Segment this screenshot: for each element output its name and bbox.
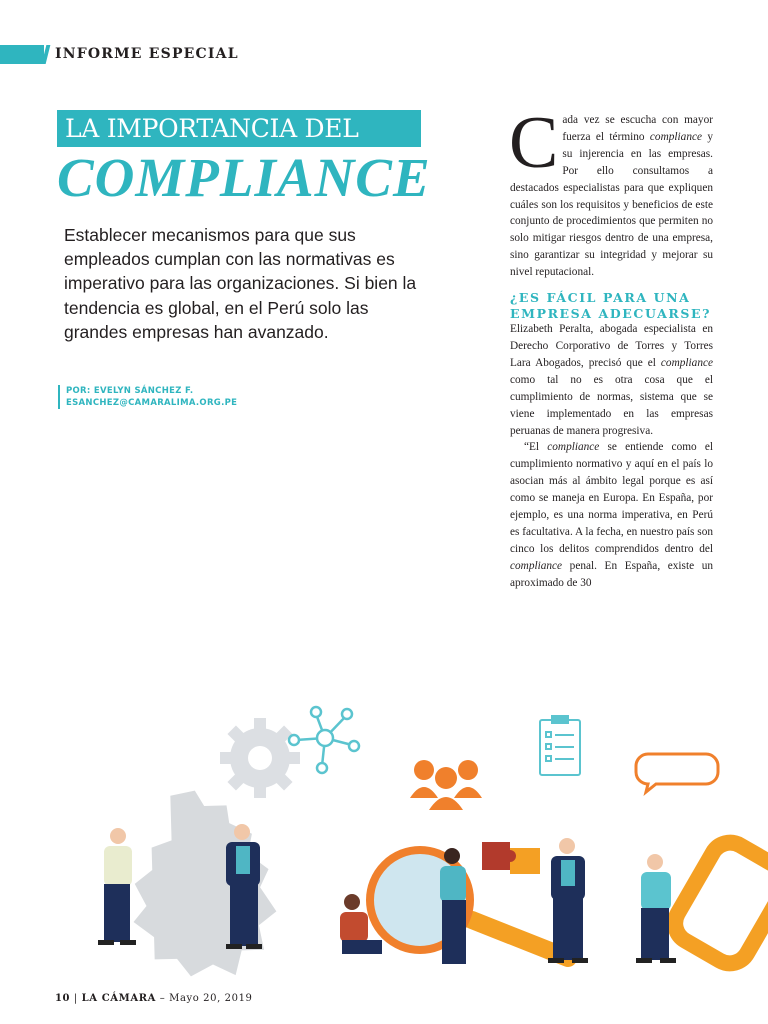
big-gear-icon (105, 782, 313, 990)
intro-text-2: y su injerencia en las empresas. Por ello consultamos a destacados especialistas para que expliquen cuáles son los requisitos y beneficios de este conjunto de procedimientos que permiten no solo mitigar riesgos dentro de una empresa, sino garantizar su integridad y mejorar su nivel reputacional. (510, 130, 713, 279)
p3-text: “El (524, 441, 548, 454)
article-column (509, 102, 713, 592)
intro-paragraph (509, 102, 713, 281)
p3-text-2: se entiende como el cumplimiento normativo y aquí en el país lo asocian más al ámbito legal porque es así como se maneja en Europa. En España, por ejemplo, es una norma imperativa, en Perú es facultativa. A la fecha, en nuestro país son cinco los delitos comprendidos dentro del (510, 441, 713, 555)
page-number: 10 (55, 993, 71, 1004)
p2-text-2: como tal no es otra cosa que el cumplimiento de normas, sistema que se viene implementado en las empresas peruanas de manera progresiva. (510, 373, 713, 437)
person-1 (98, 828, 136, 945)
byline-email: ESANCHEZ@CAMARALIMA.ORG.PE (66, 398, 238, 408)
body-paragraph-2 (510, 321, 713, 439)
lead-paragraph: Establecer mecanismos para que sus empleados cumplan con las normativas es imperativo para las organizaciones. Si bien la tendencia es global, en el Perú solo las grandes empresas han avanzado. (64, 225, 417, 342)
body-paragraph-3 (510, 439, 713, 591)
section-label: INFORME ESPECIAL (55, 46, 239, 62)
page-footer (55, 992, 253, 1006)
p3-term: compliance (547, 441, 600, 454)
magazine-name: LA CÁMARA (81, 993, 156, 1004)
checklist-icon (540, 716, 580, 775)
byline-author: POR: EVELYN SÁNCHEZ F. (66, 386, 194, 396)
person-6 (636, 854, 676, 963)
gear-icon (220, 718, 300, 798)
byline (58, 385, 237, 409)
person-2 (226, 824, 262, 949)
chain-link-icon (668, 835, 768, 970)
person-5 (548, 838, 588, 963)
p2-term: compliance (660, 356, 713, 369)
page-title-line1: LA IMPORTANCIA DEL (65, 114, 359, 143)
puzzle-icon (482, 842, 540, 874)
drop-cap: C (509, 102, 559, 184)
footer-separator: | (73, 993, 78, 1004)
page-title-line2: COMPLIANCE (57, 147, 431, 208)
p2-text: Elizabeth Peralta, abogada especialista en Derecho Corporativo de Torres y Torres Lara Abogados, precisó que el (510, 323, 713, 369)
compliance-illustration (0, 690, 768, 990)
intro-text: ada vez se escucha con mayor fuerza el término (562, 114, 713, 143)
team-icon (410, 760, 482, 810)
intro-term: compliance (649, 130, 702, 143)
issue-date: – Mayo 20, 2019 (159, 993, 253, 1004)
speech-bubble-icon (636, 754, 718, 792)
p3-text-3: penal. En España, existe un aproximado de 30 (510, 559, 713, 589)
section-accent-bar (0, 45, 44, 64)
p3-term-2: compliance (510, 559, 563, 572)
subheading: ¿ES FÁCIL PARA UNA EMPRESA ADECUARSE? (510, 290, 712, 321)
